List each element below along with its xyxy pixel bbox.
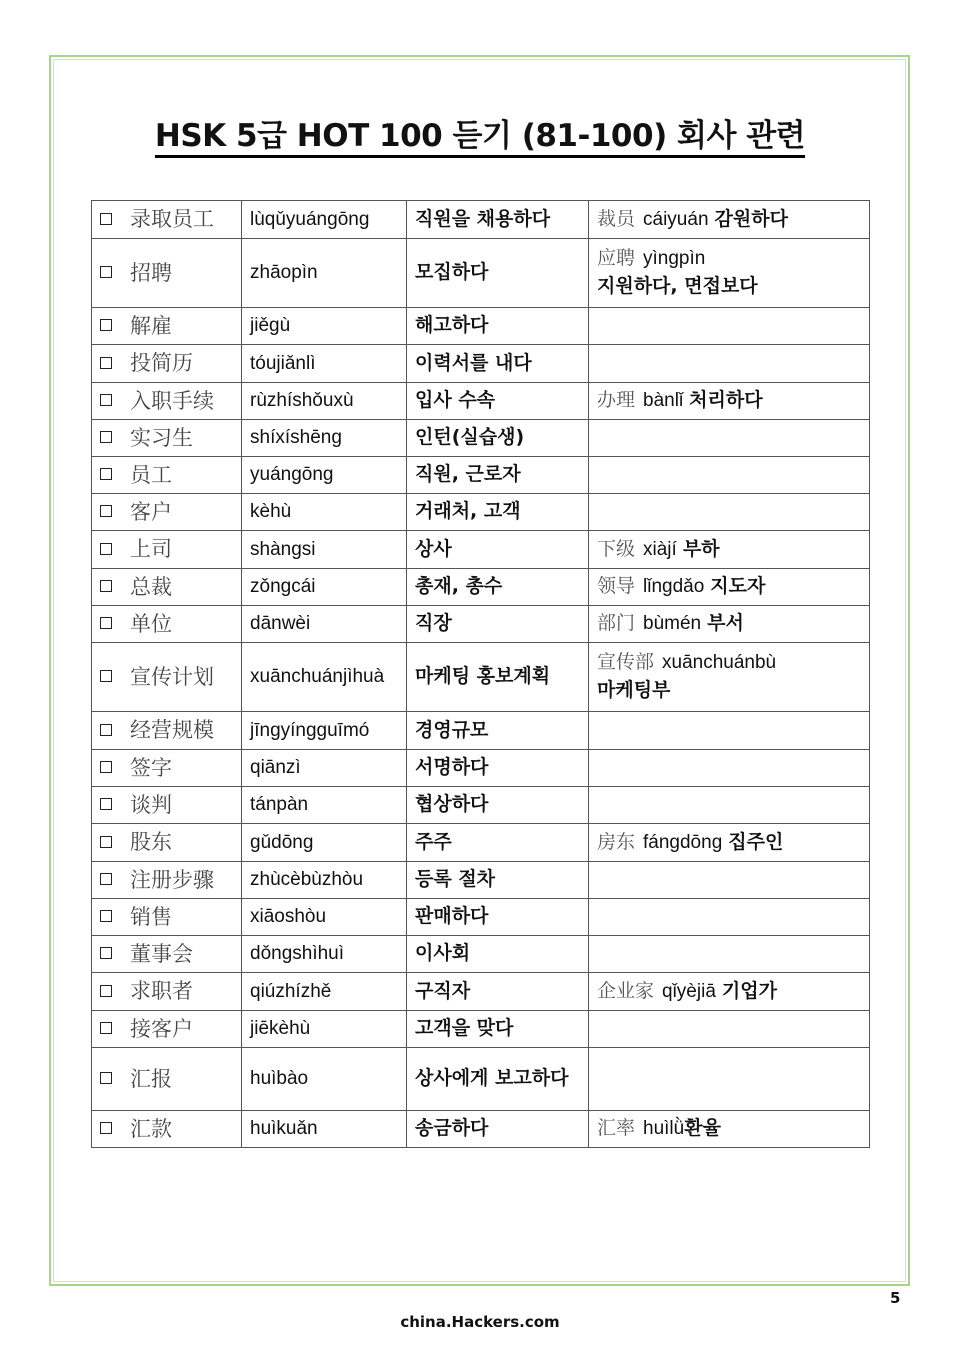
korean-meaning-cell [407,569,589,606]
word-cell [92,862,242,899]
korean-meaning: 상사 [415,537,452,560]
hanzi-word: 单位 [130,611,172,636]
pinyin-cell [242,824,407,862]
korean-meaning-cell [407,494,589,531]
word-cell [92,531,242,569]
hanzi-word: 汇报 [130,1066,172,1091]
word-cell [92,712,242,750]
related-hanzi: 领导 [597,575,636,598]
page-title [0,110,960,155]
related-hanzi: 汇率 [597,1117,636,1140]
pinyin-cell [242,643,407,712]
hanzi-word: 经营规模 [130,718,214,743]
hanzi-word: 总裁 [130,574,172,599]
checkbox-icon[interactable] [100,724,112,736]
related-pinyin: xiàjí [643,538,677,560]
korean-meaning: 판매하다 [415,905,489,928]
pinyin-text: kèhù [250,501,292,523]
korean-meaning-cell [407,345,589,383]
footer-site: china.Hackers.com [400,1313,560,1331]
pinyin-cell [242,787,407,824]
pinyin-text: shíxíshēng [250,427,342,449]
related-hanzi: 部门 [597,612,636,635]
pinyin-text: zǒngcái [250,576,316,598]
hanzi-word: 注册步骤 [130,867,214,892]
word-cell [92,1011,242,1048]
word-cell [92,824,242,862]
related-hanzi: 办理 [597,389,636,412]
checkbox-icon[interactable] [100,1072,112,1084]
word-cell [92,308,242,345]
related-pinyin: qǐyèjiā [662,980,716,1002]
related-word-cell [589,936,870,973]
related-word-cell [589,308,870,345]
related-word-cell [589,201,870,239]
word-cell [92,494,242,531]
checkbox-icon[interactable] [100,505,112,517]
korean-meaning-cell [407,308,589,345]
pinyin-text: xiāoshòu [250,906,327,928]
hanzi-word: 录取员工 [130,207,214,232]
hanzi-word: 股东 [130,830,172,855]
table-row [92,569,870,606]
word-cell [92,643,242,712]
table-row [92,712,870,750]
pinyin-text: rùzhíshǒuxù [250,390,354,412]
related-hanzi: 裁员 [597,207,636,230]
korean-meaning: 송금하다 [415,1117,489,1140]
korean-meaning-cell [407,239,589,308]
pinyin-cell [242,494,407,531]
related-word-cell [589,862,870,899]
korean-meaning: 이사회 [415,942,471,965]
table-row [92,787,870,824]
word-cell [92,569,242,606]
pinyin-text: tánpàn [250,794,309,816]
hanzi-word: 客户 [130,499,172,524]
related-word-cell [589,420,870,457]
korean-meaning: 거래처, 고객 [415,500,521,523]
pinyin-text: jiēkèhù [250,1018,311,1040]
korean-meaning-cell [407,712,589,750]
word-cell [92,1111,242,1148]
related-korean: 마케팅부 [597,679,671,701]
hanzi-word: 求职者 [130,979,193,1004]
checkbox-icon[interactable] [100,213,112,225]
related-pinyin: xuānchuánbù [662,652,777,674]
pinyin-cell [242,420,407,457]
related-korean: 지원하다, 면접보다 [597,275,758,297]
checkbox-icon[interactable] [100,1122,112,1134]
pinyin-cell [242,862,407,899]
pinyin-text: jīngyíngguīmó [250,719,370,741]
pinyin-cell [242,1111,407,1148]
table-row [92,824,870,862]
related-word-cell [589,973,870,1011]
word-cell [92,201,242,239]
korean-meaning: 모집하다 [415,261,489,284]
related-word-cell [589,239,870,308]
related-word-cell [589,1111,870,1148]
korean-meaning-cell [407,936,589,973]
korean-meaning: 고객을 맞다 [415,1017,514,1040]
checkbox-icon[interactable] [100,836,112,848]
related-word-cell [589,383,870,420]
pinyin-text: huìkuǎn [250,1118,318,1140]
related-word-cell [589,345,870,383]
korean-meaning-cell [407,457,589,494]
pinyin-cell [242,1011,407,1048]
checkbox-icon[interactable] [100,543,112,555]
word-cell [92,606,242,643]
pinyin-text: gǔdōng [250,831,314,853]
korean-meaning: 이력서를 내다 [415,351,532,374]
hanzi-word: 谈判 [130,792,172,817]
related-korean: 처리하다 [689,389,763,412]
related-word-cell [589,569,870,606]
pinyin-text: zhāopìn [250,262,318,284]
table-row [92,494,870,531]
korean-meaning: 주주 [415,830,452,853]
table-row [92,383,870,420]
checkbox-icon[interactable] [100,431,112,443]
related-korean: 부서 [707,612,744,635]
hanzi-word: 实习生 [130,425,193,450]
korean-meaning: 협상하다 [415,793,489,816]
korean-meaning: 상사에게 보고하다 [415,1067,569,1090]
related-korean: 부하 [682,537,720,560]
related-word-cell [589,899,870,936]
pinyin-cell [242,239,407,308]
pinyin-cell [242,712,407,750]
hanzi-word: 签字 [130,755,172,780]
checkbox-icon[interactable] [100,910,112,922]
pinyin-text: zhùcèbùzhòu [250,869,364,891]
pinyin-cell [242,973,407,1011]
table-row [92,899,870,936]
korean-meaning: 서명하다 [415,756,489,779]
related-word-cell [589,824,870,862]
pinyin-text: qiúzhízhě [250,980,332,1002]
pinyin-text: jiěgù [250,315,291,337]
related-korean: 지도자 [710,575,766,598]
pinyin-text: dǒngshìhuì [250,943,345,965]
table-row [92,1048,870,1111]
hanzi-word: 宣传计划 [130,664,214,689]
pinyin-cell [242,1048,407,1111]
related-pinyin: huìlǜ [643,1118,685,1140]
word-cell [92,750,242,787]
table-row [92,531,870,569]
korean-meaning: 해고하다 [415,314,489,337]
table-row [92,1011,870,1048]
pinyin-cell [242,201,407,239]
korean-meaning-cell [407,201,589,239]
korean-meaning-cell [407,862,589,899]
hanzi-word: 入职手续 [130,388,214,413]
table-row [92,643,870,712]
word-cell [92,420,242,457]
related-pinyin: fángdōng [643,831,723,853]
checkbox-icon[interactable] [100,357,112,369]
table-row [92,239,870,308]
checkbox-icon[interactable] [100,580,112,592]
table-row [92,345,870,383]
pinyin-text: qiānzì [250,757,301,779]
word-cell [92,936,242,973]
word-cell [92,787,242,824]
table-row [92,201,870,239]
pinyin-text: dānwèi [250,613,311,635]
related-word-cell [589,712,870,750]
checkbox-icon[interactable] [100,873,112,885]
page-title-text: HSK 5급 HOT 100 듣기 (81-100) 회사 관련 [155,118,805,158]
checkbox-icon[interactable] [100,947,112,959]
related-pinyin: lǐngdǎo [643,576,705,598]
korean-meaning-cell [407,531,589,569]
related-word-cell [589,643,870,712]
korean-meaning: 등록 절차 [415,868,496,891]
korean-meaning-cell [407,973,589,1011]
pinyin-text: lùqǔyuángōng [250,208,370,230]
related-hanzi: 企业家 [597,979,655,1002]
hanzi-word: 投简历 [130,351,193,376]
korean-meaning: 인턴(실습생) [415,426,525,449]
word-cell [92,973,242,1011]
pinyin-text: shàngsi [250,538,316,560]
related-hanzi: 下级 [597,537,636,560]
korean-meaning-cell [407,899,589,936]
korean-meaning-cell [407,1011,589,1048]
table-row [92,973,870,1011]
related-word-cell [589,457,870,494]
korean-meaning-cell [407,383,589,420]
vocabulary-table [91,200,870,1148]
related-korean: 환율 [684,1117,721,1140]
korean-meaning: 직원을 채용하다 [415,207,551,230]
pinyin-cell [242,383,407,420]
korean-meaning: 마케팅 홍보계획 [415,665,551,688]
related-word-cell [589,494,870,531]
checkbox-icon[interactable] [100,319,112,331]
checkbox-icon[interactable] [100,985,112,997]
korean-meaning-cell [407,824,589,862]
checkbox-icon[interactable] [100,1022,112,1034]
hanzi-word: 接客户 [130,1016,193,1041]
checkbox-icon[interactable] [100,670,112,682]
word-cell [92,1048,242,1111]
table-row [92,936,870,973]
word-cell [92,345,242,383]
pinyin-text: tóujiǎnlì [250,352,316,374]
korean-meaning-cell [407,643,589,712]
related-pinyin: bànlǐ [643,390,684,412]
korean-meaning: 입사 수속 [415,389,496,412]
pinyin-cell [242,308,407,345]
checkbox-icon[interactable] [100,468,112,480]
pinyin-cell [242,345,407,383]
related-pinyin: bùmén [643,613,702,635]
table-row [92,862,870,899]
pinyin-cell [242,936,407,973]
related-word-cell [589,606,870,643]
checkbox-icon[interactable] [100,394,112,406]
word-cell [92,239,242,308]
pinyin-cell [242,457,407,494]
related-korean: 감원하다 [714,207,788,230]
korean-meaning-cell [407,420,589,457]
hanzi-word: 销售 [130,904,172,929]
hanzi-word: 董事会 [130,941,193,966]
related-word-cell [589,1011,870,1048]
korean-meaning: 직장 [415,612,452,635]
related-korean: 집주인 [728,830,784,853]
table-row [92,1111,870,1148]
word-cell [92,457,242,494]
pinyin-text: huìbào [250,1068,309,1090]
korean-meaning-cell [407,787,589,824]
related-pinyin: cáiyuán [643,208,709,230]
related-korean: 기업가 [721,979,777,1002]
pinyin-cell [242,606,407,643]
word-cell [92,383,242,420]
korean-meaning: 직원, 근로자 [415,463,521,486]
checkbox-icon[interactable] [100,761,112,773]
pinyin-cell [242,750,407,787]
related-hanzi: 宣传部 [597,651,655,674]
page-number: 5 [890,1289,901,1307]
pinyin-cell [242,569,407,606]
table-row [92,750,870,787]
related-word-cell [589,787,870,824]
korean-meaning: 총재, 총수 [415,575,503,598]
word-cell [92,899,242,936]
checkbox-icon[interactable] [100,266,112,278]
pinyin-text: yuángōng [250,464,334,486]
related-hanzi: 房东 [597,830,636,853]
table-row [92,420,870,457]
pinyin-cell [242,899,407,936]
korean-meaning: 구직자 [415,979,471,1002]
table-row [92,606,870,643]
pinyin-text: xuānchuánjìhuà [250,666,385,688]
hanzi-word: 招聘 [130,260,172,285]
korean-meaning-cell [407,1048,589,1111]
related-word-cell [589,1048,870,1111]
related-pinyin: yìngpìn [643,248,706,270]
pinyin-cell [242,531,407,569]
related-word-cell [589,750,870,787]
korean-meaning-cell [407,750,589,787]
korean-meaning: 경영규모 [415,718,489,741]
korean-meaning-cell [407,1111,589,1148]
table-row [92,308,870,345]
hanzi-word: 上司 [130,537,172,562]
related-hanzi: 应聘 [597,247,636,270]
hanzi-word: 解雇 [130,313,172,338]
table-row [92,457,870,494]
hanzi-word: 汇款 [130,1116,172,1141]
checkbox-icon[interactable] [100,798,112,810]
checkbox-icon[interactable] [100,617,112,629]
hanzi-word: 员工 [130,462,172,487]
korean-meaning-cell [407,606,589,643]
related-word-cell [589,531,870,569]
